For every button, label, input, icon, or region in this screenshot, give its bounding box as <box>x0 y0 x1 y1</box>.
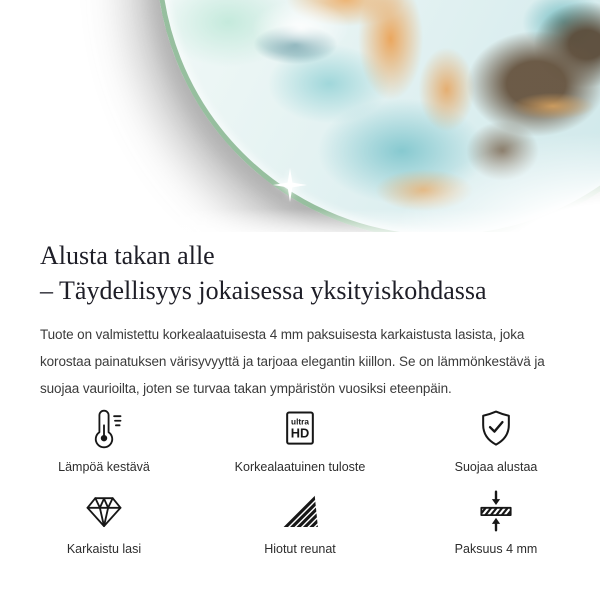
feature-heat-resistant <box>6 406 202 474</box>
feature-label: Hiotut reunat <box>264 542 336 556</box>
feature-label: Lämpöä kestävä <box>58 460 150 474</box>
thickness-icon <box>474 489 518 533</box>
product-photo <box>0 0 600 232</box>
shield-check-icon <box>474 407 518 451</box>
product-description: Tuote on valmistettu korkealaatuisesta 4 mm paksuisesta karkaistusta lasista, joka korostaa painatuksen värisyvyyttä ja tarjoaa elegantin kiillon. Se on lämmönkestävä ja suojaa vaurioilta, joten se turvaa takan ympäristön vuosiksi eteenpäin. <box>40 327 545 396</box>
page-title-line-2: – Täydellisyys jokaisessa yksityiskohdassa <box>40 276 487 305</box>
polished-edges-icon <box>278 489 322 533</box>
page-title <box>40 238 560 308</box>
sparkle-icon <box>273 168 307 202</box>
glass-panel-artwork <box>156 0 600 232</box>
diamond-icon <box>82 489 126 533</box>
feature-label: Karkaistu lasi <box>66 542 142 556</box>
feature-label: Suojaa alustaa <box>454 460 538 474</box>
feature-protects-surface <box>398 406 594 474</box>
feature-polished-edges <box>202 488 398 556</box>
feature-tempered-glass <box>6 488 202 556</box>
ultra-hd-icon <box>278 407 322 451</box>
features-grid <box>0 406 600 556</box>
feature-label: Paksuus 4 mm <box>454 542 538 556</box>
page-title-line-1: Alusta takan alle <box>40 241 215 270</box>
svg-text:ultra: ultra <box>291 417 309 427</box>
feature-ultra-hd-print <box>202 406 398 474</box>
feature-thickness-4mm <box>398 488 594 556</box>
thermometer-icon <box>82 407 126 451</box>
feature-label: Korkealaatuinen tuloste <box>234 460 366 474</box>
svg-text:HD: HD <box>290 425 310 441</box>
